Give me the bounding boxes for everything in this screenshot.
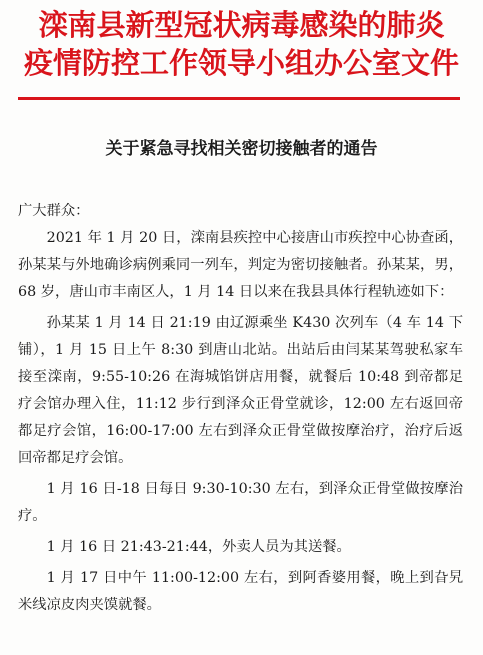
paragraph-5: 1 月 17 日中午 11:00-12:00 左右，到阿香婆用餐，晚上到旮旯米线凉皮肉夹馍就餐。 (18, 570, 463, 613)
notice-body (18, 198, 463, 619)
paragraph-2: 孙某某 1 月 14 日 21:19 由辽源乘坐 K430 次列车（4 车 14 下铺），1 月 15 日上午 8:30 到唐山北站。出站后由闫某某驾驶私家车接至滦南，9:55-10:26 在海城馅饼店用餐，就餐后 10:48 到帝都足疗会馆办理入住，11:12 步行到泽众正骨堂就诊，12:00 左右返回帝都足疗会馆，16:00-17:00 左右到泽众正骨堂做按摩治疗，治疗后返回帝都足疗会馆。 (18, 315, 463, 466)
notice-title: 关于紧急寻找相关密切接触者的通告 (105, 139, 378, 159)
paragraph-4: 1 月 16 日 21:43-21:44，外卖人员为其送餐。 (46, 539, 351, 555)
paragraph-1: 2021 年 1 月 20 日，滦南县疾控中心接唐山市疾控中心协查函，孙某某与外地确诊病例乘同一列车，判定为密切接触者。孙某某，男，68 岁，唐山市丰南区人，1 月 14 日以来在我县具体行程轨迹如下： (18, 230, 463, 300)
header-line-2: 疫情防控工作领导小组办公室文件 (23, 46, 459, 80)
header-line-1: 滦南县新型冠状病毒感染的肺炎 (38, 8, 445, 42)
salutation: 广大群众： (18, 203, 90, 219)
paragraph-3: 1 月 16 日-18 日每日 9:30-10:30 左右，到泽众正骨堂做按摩治疗。 (18, 481, 463, 524)
red-divider-line (18, 97, 460, 100)
document-header (0, 6, 483, 82)
